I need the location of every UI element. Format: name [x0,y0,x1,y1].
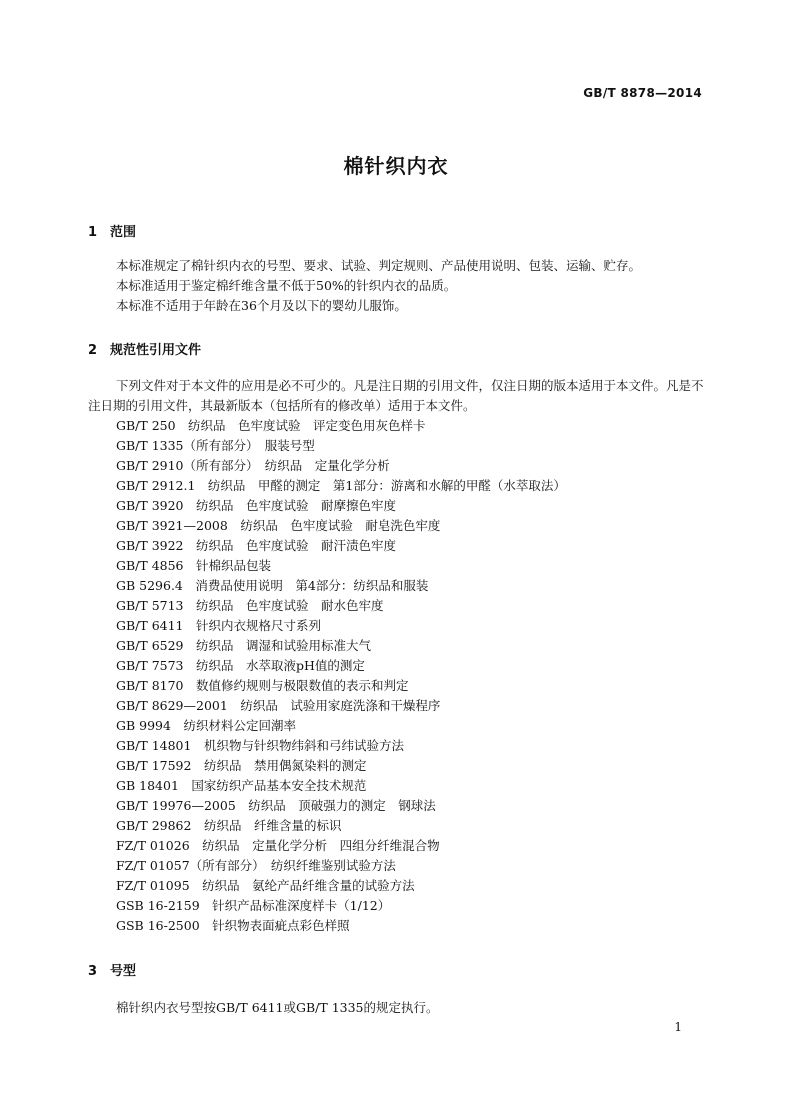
section-title: 号型 [110,964,137,979]
reference-item: GB/T 2912.1 纺织品 甲醛的测定 第1部分：游离和水解的甲醛（水萃取法） [116,478,566,493]
reference-item: GB/T 4856 针棉织品包装 [116,558,272,573]
reference-item: GB/T 6411 针织内衣规格尺寸系列 [116,618,322,633]
reference-item: GB/T 6529 纺织品 调湿和试验用标准大气 [116,638,372,653]
section-title: 范围 [110,225,137,240]
reference-item: FZ/T 01026 纺织品 定量化学分析 四组分纤维混合物 [116,838,440,853]
reference-item: GB/T 29862 纺织品 纤维含量的标识 [116,818,342,833]
section-2-heading [88,339,201,358]
section-1-body [88,256,704,316]
document-title: 棉针织内衣 [343,154,449,178]
reference-item: GB/T 5713 纺织品 色牢度试验 耐水色牢度 [116,598,384,613]
section-1-heading [88,221,136,240]
reference-item: GB 18401 国家纺织产品基本安全技术规范 [116,778,367,793]
reference-item: GB/T 3922 纺织品 色牢度试验 耐汗渍色牢度 [116,538,397,553]
reference-item: GB/T 250 纺织品 色牢度试验 评定变色用灰色样卡 [116,418,426,433]
reference-item: GB/T 1335（所有部分） 服装号型 [116,438,315,453]
reference-item: GSB 16-2159 针织产品标准深度样卡（1/12） [116,898,391,913]
section-number: 2 [88,343,98,358]
paragraph: 下列文件对于本文件的应用是必不可少的。凡是注日期的引用文件，仅注日期的版本适用于本文件。凡是不注日期的引用文件，其最新版本（包括所有的修改单）适用于本文件。 [88,378,704,413]
paragraph: 棉针织内衣号型按GB/T 6411或GB/T 1335的规定执行。 [116,1000,439,1015]
section-3-heading [88,960,136,979]
reference-item: GB/T 3921—2008 纺织品 色牢度试验 耐皂洗色牢度 [116,518,441,533]
reference-item: GB/T 7573 纺织品 水萃取液pH值的测定 [116,658,365,673]
section-3-body [88,998,704,1018]
reference-item: GB 5296.4 消费品使用说明 第4部分：纺织品和服装 [116,578,429,593]
reference-item: GB 9994 纺织材料公定回潮率 [116,718,296,733]
reference-item: GB/T 14801 机织物与针织物纬斜和弓纬试验方法 [116,738,404,753]
reference-item: GB/T 2910（所有部分） 纺织品 定量化学分析 [116,458,390,473]
reference-item: GSB 16-2500 针织物表面疵点彩色样照 [116,918,350,933]
section-2-intro [88,376,704,416]
section-title: 规范性引用文件 [110,343,202,358]
reference-item: FZ/T 01095 纺织品 氨纶产品纤维含量的试验方法 [116,878,415,893]
reference-item: GB/T 17592 纺织品 禁用偶氮染料的测定 [116,758,367,773]
paragraph: 本标准不适用于年龄在36个月及以下的婴幼儿服饰。 [116,298,407,313]
paragraph: 本标准适用于鉴定棉纤维含量不低于50%的针织内衣的品质。 [116,278,457,293]
section-number: 3 [88,964,98,979]
reference-item: GB/T 8629—2001 纺织品 试验用家庭洗涤和干燥程序 [116,698,441,713]
paragraph: 本标准规定了棉针织内衣的号型、要求、试验、判定规则、产品使用说明、包装、运输、贮存。 [116,258,642,273]
standard-code: GB/T 8878—2014 [583,86,702,100]
reference-item: FZ/T 01057（所有部分） 纺织纤维鉴别试验方法 [116,858,396,873]
reference-item: GB/T 3920 纺织品 色牢度试验 耐摩擦色牢度 [116,498,397,513]
reference-item: GB/T 19976—2005 纺织品 顶破强力的测定 钢球法 [116,798,436,813]
reference-list [116,416,566,936]
reference-item: GB/T 8170 数值修约规则与极限数值的表示和判定 [116,678,409,693]
page-number: 1 [674,1020,682,1034]
section-number: 1 [88,225,98,240]
